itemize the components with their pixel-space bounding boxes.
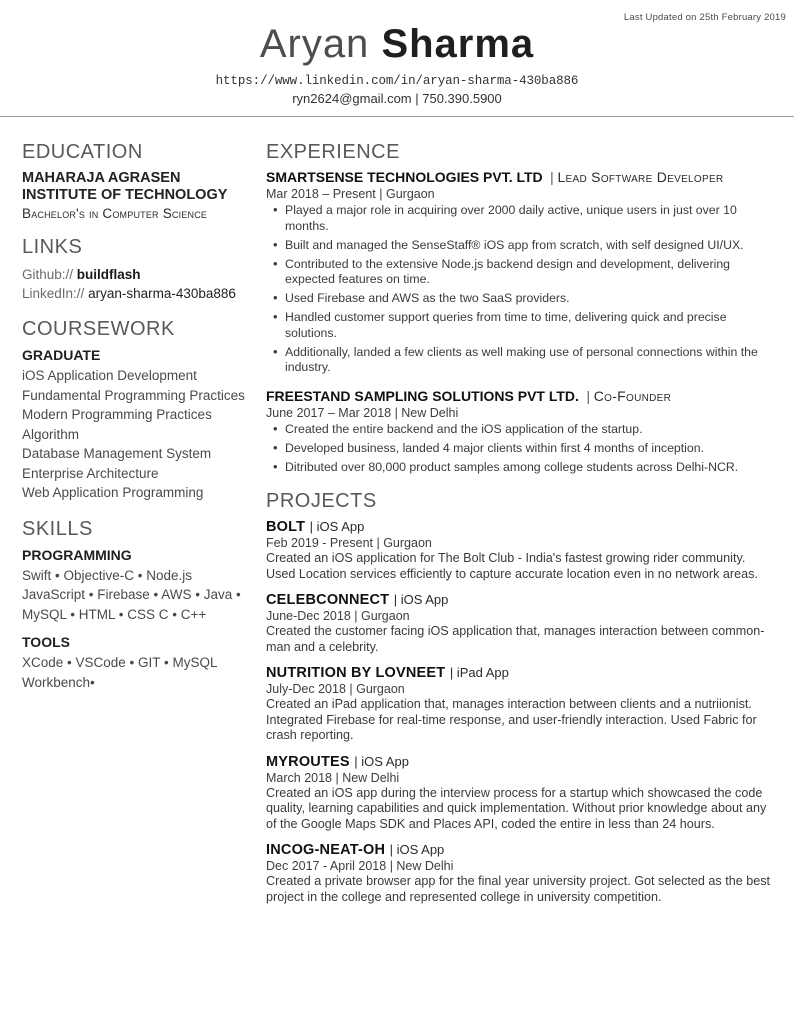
list-item: • Handled customer support queries from time to time, delivering quick and precise solutions. xyxy=(285,310,772,341)
project-name: INCOG-NEAT-OH xyxy=(266,842,386,858)
list-item: Enterprise Architecture xyxy=(22,465,159,481)
project-item xyxy=(266,518,772,582)
experience-section xyxy=(266,141,772,475)
coursework-subheading: GRADUATE xyxy=(22,347,101,363)
experience-item xyxy=(266,169,772,376)
github-value[interactable]: buildflash xyxy=(76,267,141,282)
skills-subheading: TOOLS xyxy=(22,634,70,650)
skills-subheading: PROGRAMMING xyxy=(22,546,132,563)
project-title-line xyxy=(266,518,772,536)
list-item: Database Management System xyxy=(22,446,212,461)
job-title-line xyxy=(266,169,772,186)
skills-group-programming xyxy=(22,547,246,625)
last-updated-text: Last Updated on 25th February 2019 xyxy=(623,12,786,23)
job-role: Lead Software Developer xyxy=(557,169,724,185)
project-name: CELEBCONNECT xyxy=(266,592,390,608)
list-item: Algorithm xyxy=(22,426,80,442)
page-title xyxy=(0,20,794,68)
coursework-heading: COURSEWORK xyxy=(22,318,175,340)
skills-section xyxy=(22,518,246,693)
education-school: MAHARAJA AGRASEN INSTITUTE OF TECHNOLOGY xyxy=(22,170,228,203)
list-item: • Built and managed the SenseStaff® iOS app from scratch, with self designed UI/UX. xyxy=(285,238,772,254)
linkedin-url[interactable]: https://www.linkedin.com/in/aryan-sharma-430ba886 xyxy=(215,74,579,88)
project-title-line xyxy=(266,753,772,771)
job-company: FREESTAND SAMPLING SOLUTIONS PVT LTD. xyxy=(266,387,579,404)
job-meta: Mar 2018 – Present | Gurgaon xyxy=(266,187,435,201)
list-item[interactable] xyxy=(22,265,246,284)
project-type: | iOS App xyxy=(393,592,449,607)
list-item: iOS Application Development xyxy=(22,368,197,383)
project-item xyxy=(266,591,772,655)
links-heading: LINKS xyxy=(22,236,83,258)
resume-header xyxy=(0,0,794,129)
project-item xyxy=(266,841,772,905)
skills-list: Swift • Objective-C • Node.js JavaScript • Firebase • AWS • Java • MySQL • HTML • CSS C • C++ xyxy=(22,567,241,622)
projects-section xyxy=(266,490,772,905)
education-degree: Bachelor's in Computer Science xyxy=(22,206,208,221)
contact-line[interactable]: ryn2624@gmail.com | 750.390.5900 xyxy=(292,91,502,106)
header-divider xyxy=(0,116,794,117)
project-meta: July-Dec 2018 | Gurgaon xyxy=(266,682,405,696)
job-meta: June 2017 – Mar 2018 | New Delhi xyxy=(266,405,459,420)
project-description: Created an iOS application for The Bolt Club - India's fastest growing rider community. Used Location services efficiently to capture accurate location even in no network areas. xyxy=(266,551,758,581)
education-heading: EDUCATION xyxy=(22,141,143,163)
job-bullets xyxy=(266,422,772,476)
education-section xyxy=(22,141,246,221)
project-item xyxy=(266,664,772,744)
skills-group-tools xyxy=(22,634,246,692)
list-item: • Developed business, landed 4 major clients within first 4 months of inception. xyxy=(285,441,772,457)
project-type: | iOS App xyxy=(354,753,409,769)
project-title-line xyxy=(266,841,772,859)
project-description: Created an iPad application that, manages interaction between clients and a nutriionist. Integrated Firebase for real-time response, and user-friendly interaction. Used Fabric for crash reporting. xyxy=(266,697,757,742)
project-meta: June-Dec 2018 | Gurgaon xyxy=(266,609,410,623)
list-item: Fundamental Programming Practices xyxy=(22,387,245,403)
project-type: | iOS App xyxy=(309,519,365,534)
experience-heading: EXPERIENCE xyxy=(266,141,400,163)
job-role: Co-Founder xyxy=(593,387,672,404)
project-description: Created the customer facing iOS application that, manages interaction between common-man and a celebrity. xyxy=(266,624,765,654)
project-title-line xyxy=(266,664,772,682)
left-column xyxy=(22,141,260,914)
list-item: • Contributed to the extensive Node.js backend design and development, delivering expected features on time. xyxy=(285,257,772,288)
project-description: Created an iOS app during the interview process for a startup which showcased the code quality, learning capabilities and quick implementation. Without prior knowledge about any of the Google Maps SDK and Places API, coded the entire in less than 24 hours. xyxy=(266,785,767,831)
project-name: BOLT xyxy=(266,519,306,535)
coursework-section xyxy=(22,318,246,503)
project-item xyxy=(266,753,772,833)
right-column xyxy=(260,141,772,914)
linkedin-label: LinkedIn:// xyxy=(22,286,85,301)
project-name: NUTRITION BY LOVNEET xyxy=(266,665,446,681)
project-type: | iPad App xyxy=(449,665,509,680)
job-bullets xyxy=(266,203,772,376)
experience-item xyxy=(266,388,772,476)
list-item[interactable] xyxy=(22,284,246,303)
list-item: • Played a major role in acquiring over 2000 daily active, unique users in just over 10 months. xyxy=(285,203,772,234)
resume-body xyxy=(0,129,794,914)
links-section xyxy=(22,236,246,303)
job-title-line xyxy=(266,388,772,405)
project-title-line xyxy=(266,591,772,609)
separator: | xyxy=(582,388,594,404)
project-meta: Dec 2017 - April 2018 | New Delhi xyxy=(266,859,454,873)
separator: | xyxy=(546,170,558,185)
list-item: • Created the entire backend and the iOS application of the startup. xyxy=(285,422,772,438)
job-company: SMARTSENSE TECHNOLOGIES PVT. LTD xyxy=(266,169,543,185)
project-name: MYROUTES xyxy=(266,753,350,770)
project-meta: Feb 2019 - Present | Gurgaon xyxy=(266,536,432,550)
github-label: Github:// xyxy=(22,267,74,282)
project-description: Created a private browser app for the final year university project. Got selected as the best project in the college and represented college in university competition. xyxy=(266,874,771,904)
list-item: • Additionally, landed a few clients as well making use of personal connections within the industry. xyxy=(285,345,772,376)
first-name: Aryan xyxy=(259,22,370,66)
project-type: | iOS App xyxy=(389,842,445,857)
list-item: Web Application Programming xyxy=(22,485,204,500)
list-item: • Ditributed over 80,000 product samples among college students across Delhi-NCR. xyxy=(285,460,772,476)
last-name: Sharma xyxy=(381,22,535,66)
list-item: Modern Programming Practices xyxy=(22,407,212,422)
skills-heading: SKILLS xyxy=(22,517,93,540)
skills-list: XCode • VSCode • GIT • MySQL Workbench• xyxy=(22,655,218,690)
list-item: • Used Firebase and AWS as the two SaaS providers. xyxy=(285,291,772,307)
projects-heading: PROJECTS xyxy=(266,490,377,512)
linkedin-value[interactable]: aryan-sharma-430ba886 xyxy=(88,286,236,301)
project-meta: March 2018 | New Delhi xyxy=(266,770,400,785)
